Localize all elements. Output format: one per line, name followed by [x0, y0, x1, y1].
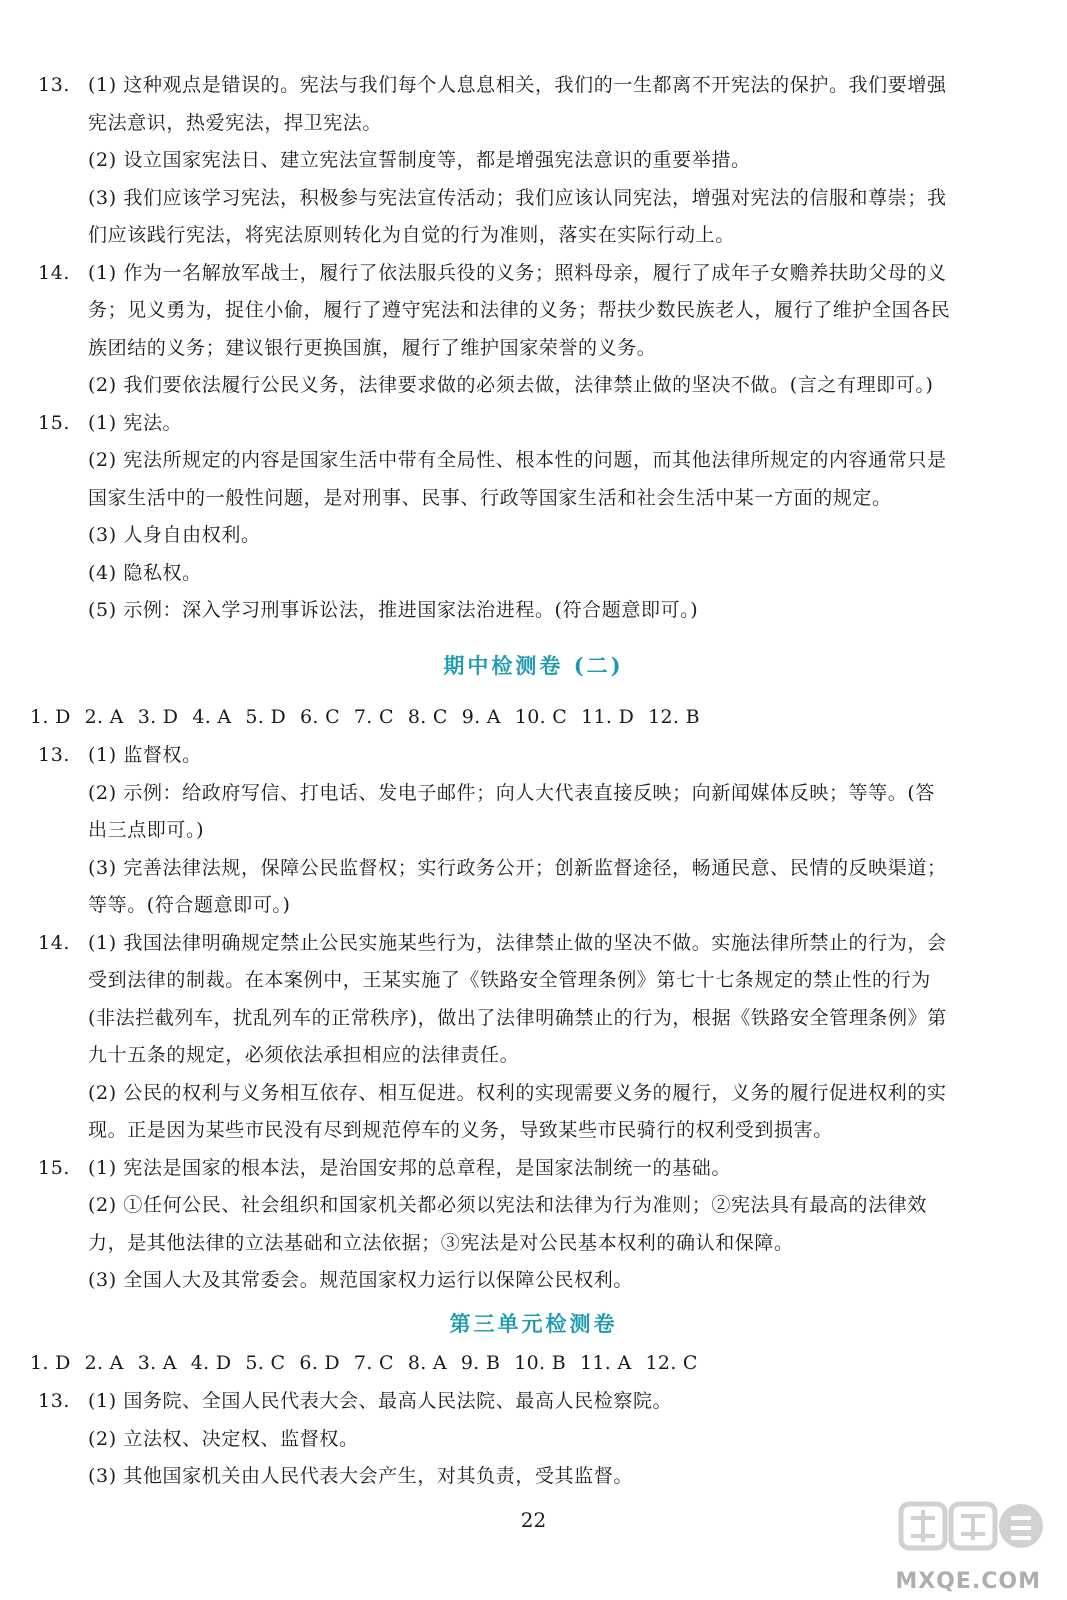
answer-text: (3) 人身自由权利。 — [88, 524, 261, 546]
answer-text: 宪法意识，热爱宪法，捍卫宪法。 — [88, 111, 383, 134]
subquestion-line — [88, 1080, 947, 1106]
choice-answer: 9. B — [460, 1352, 501, 1374]
choice-answer: 7. C — [353, 1352, 394, 1374]
choice-answer: 3. A — [137, 1352, 177, 1374]
subquestion-line — [88, 1426, 359, 1452]
subquestion-line — [88, 1463, 633, 1489]
question-line — [38, 260, 947, 286]
choice-answer: 12. B — [648, 706, 700, 728]
answer-text: (3) 我们应该学习宪法，积极参与宪法宣传活动；我们应该认同宪法，增强对宪法的信服和尊崇；我 — [88, 186, 947, 209]
choice-answer: 9. A — [461, 706, 501, 728]
answer-text: (1) 作为一名解放军战士，履行了依法服兵役的义务；照料母亲，履行了成年子女赡养扶助父母的义 — [88, 261, 947, 284]
continuation-line — [88, 1117, 833, 1143]
answer-text: (2) ①任何公民、社会组织和国家机关都必须以宪法和法律为行为准则；②宪法具有最高的法律效 — [88, 1194, 927, 1216]
choice-answer: 2. A — [84, 1352, 124, 1374]
continuation-line — [88, 222, 735, 248]
section-title: 期中检测卷 (二) — [443, 653, 624, 678]
subquestion-line — [88, 447, 947, 473]
answer-text: (3) 完善法律法规，保障公民监督权；实行政务公开；创新监督途径，畅通民意、民情的反映渠道； — [88, 856, 947, 879]
question-line — [38, 742, 202, 768]
section-title: 第三单元检测卷 — [449, 1311, 618, 1336]
answer-text: (1) 这种观点是错误的。宪法与我们每个人息息相关，我们的一生都离不开宪法的保护。我们要增强 — [88, 74, 947, 96]
continuation-line — [88, 892, 291, 918]
answer-text: (1) 宪法是国家的根本法，是治国安邦的总章程，是国家法制统一的基础。 — [88, 1156, 731, 1179]
subquestion-line — [88, 1267, 633, 1293]
page-number: 22 — [520, 1508, 547, 1532]
answer-text: (非法拦截列车，扰乱列车的正常秩序)，做出了法律明确禁止的行为，根据《铁路安全管理条例》第 — [88, 1006, 947, 1029]
subquestion-line — [88, 1192, 927, 1218]
answer-text: (2) 我们要依法履行公民义务，法律要求做的必须去做，法律禁止做的坚决不做。(言之有理即可。) — [88, 374, 934, 396]
choice-answer: 6. C — [300, 706, 340, 728]
answer-text: (1) 宪法。 — [88, 411, 183, 434]
subquestion-line — [88, 147, 751, 173]
choice-answer: 10. C — [514, 706, 568, 728]
question-line — [38, 72, 947, 98]
answer-text: 务；见义勇为，捉住小偷，履行了遵守宪法和法律的义务；帮扶少数民族老人，履行了维护全国各民 — [88, 299, 951, 321]
answer-text: (2) 公民的权利与义务相互依存、相互促进。权利的实现需要义务的履行，义务的履行促进权利的实 — [88, 1081, 947, 1104]
choice-answer: 2. A — [84, 706, 124, 728]
question-number: 15. — [38, 1156, 71, 1179]
answer-text: (1) 国务院、全国人民代表大会、最高人民法院、最高人民检察院。 — [88, 1390, 673, 1412]
subquestion-line — [88, 372, 933, 398]
answer-text: (2) 立法权、决定权、监督权。 — [88, 1427, 359, 1450]
choice-answer: 3. D — [137, 706, 179, 728]
answer-text: 等等。(符合题意即可。) — [88, 894, 291, 916]
choice-answer: 8. C — [407, 706, 448, 728]
choice-answers-row — [30, 704, 714, 730]
answer-text: 国家生活中的一般性问题，是对刑事、民事、行政等国家生活和社会生活中某一方面的规定。 — [88, 486, 892, 509]
continuation-line — [88, 110, 382, 136]
subquestion-line — [88, 522, 261, 548]
subquestion-line — [88, 855, 947, 881]
continuation-line — [88, 485, 892, 511]
answer-text: 现。正是因为某些市民没有尽到规范停车的义务，导致某些市民骑行的权利受到损害。 — [88, 1119, 833, 1141]
choice-answer: 8. A — [407, 1352, 447, 1374]
continuation-line — [88, 1042, 519, 1068]
question-number: 14. — [38, 261, 71, 284]
continuation-line — [88, 1230, 794, 1256]
question-line — [38, 410, 182, 436]
choice-answer: 7. C — [353, 706, 394, 728]
answer-text: 受到法律的制裁。在本案例中，王某实施了《铁路安全管理条例》第七十七条规定的禁止性的行为 — [88, 969, 931, 991]
answer-text: (1) 我国法律明确规定禁止公民实施某些行为，法律禁止做的坚决不做。实施法律所禁止的行为，会 — [88, 931, 947, 954]
choice-answer: 4. D — [190, 1352, 232, 1374]
answer-text: (5) 示例：深入学习刑事诉讼法，推进国家法治进程。(符合题意即可。) — [88, 599, 699, 621]
choice-answer: 12. C — [645, 1352, 698, 1374]
continuation-line — [88, 967, 931, 993]
answer-text: 族团结的义务；建议银行更换国旗，履行了维护国家荣誉的义务。 — [88, 336, 657, 359]
answer-text: 力，是其他法律的立法基础和立法依据；③宪法是对公民基本权利的确认和保障。 — [88, 1231, 794, 1254]
answer-text: (2) 宪法所规定的内容是国家生活中带有全局性、根本性的问题，而其他法律所规定的内容通常只是 — [88, 449, 947, 471]
question-line — [38, 1388, 672, 1414]
question-number: 13. — [38, 74, 71, 96]
subquestion-line — [88, 780, 935, 806]
question-line — [38, 1155, 731, 1181]
choice-answer: 5. C — [245, 1352, 286, 1374]
question-number: 13. — [38, 744, 71, 766]
answer-text: (4) 隐私权。 — [88, 561, 202, 584]
question-line — [38, 930, 947, 956]
answer-text: 们应该践行宪法，将宪法原则转化为自觉的行为准则，落实在实际行动上。 — [88, 224, 735, 246]
choice-answers-row — [30, 1350, 712, 1376]
continuation-line — [88, 335, 656, 361]
answer-text: (3) 全国人大及其常委会。规范国家权力运行以保障公民权利。 — [88, 1269, 633, 1291]
subquestion-line — [88, 560, 202, 586]
choice-answer: 1. D — [30, 706, 71, 728]
answer-text: 九十五条的规定，必须依法承担相应的法律责任。 — [88, 1044, 520, 1066]
choice-answer: 11. A — [579, 1352, 632, 1374]
question-number: 13. — [38, 1390, 71, 1412]
question-number: 14. — [38, 931, 71, 954]
choice-answer: 1. D — [30, 1352, 71, 1374]
choice-answer: 11. D — [581, 706, 635, 728]
continuation-line — [88, 297, 950, 323]
choice-answer: 5. D — [245, 706, 287, 728]
choice-answer: 4. A — [192, 706, 232, 728]
answer-text: (1) 监督权。 — [88, 744, 202, 766]
choice-answer: 6. D — [299, 1352, 340, 1374]
watermark-text: MXQE.COM — [895, 1569, 1041, 1594]
answer-text: (3) 其他国家机关由人民代表大会产生，对其负责，受其监督。 — [88, 1465, 633, 1487]
subquestion-line — [88, 597, 698, 623]
question-number: 15. — [38, 411, 71, 434]
answer-text: (2) 设立国家宪法日、建立宪法宣誓制度等，都是增强宪法意识的重要举措。 — [88, 149, 751, 171]
continuation-line — [88, 1005, 947, 1031]
continuation-line — [88, 817, 204, 843]
subquestion-line — [88, 185, 947, 211]
choice-answer: 10. B — [514, 1352, 566, 1374]
answer-text: (2) 示例：给政府写信、打电话、发电子邮件；向人大代表直接反映；向新闻媒体反映；等等。(答 — [88, 781, 935, 804]
answer-text: 出三点即可。) — [88, 819, 205, 841]
